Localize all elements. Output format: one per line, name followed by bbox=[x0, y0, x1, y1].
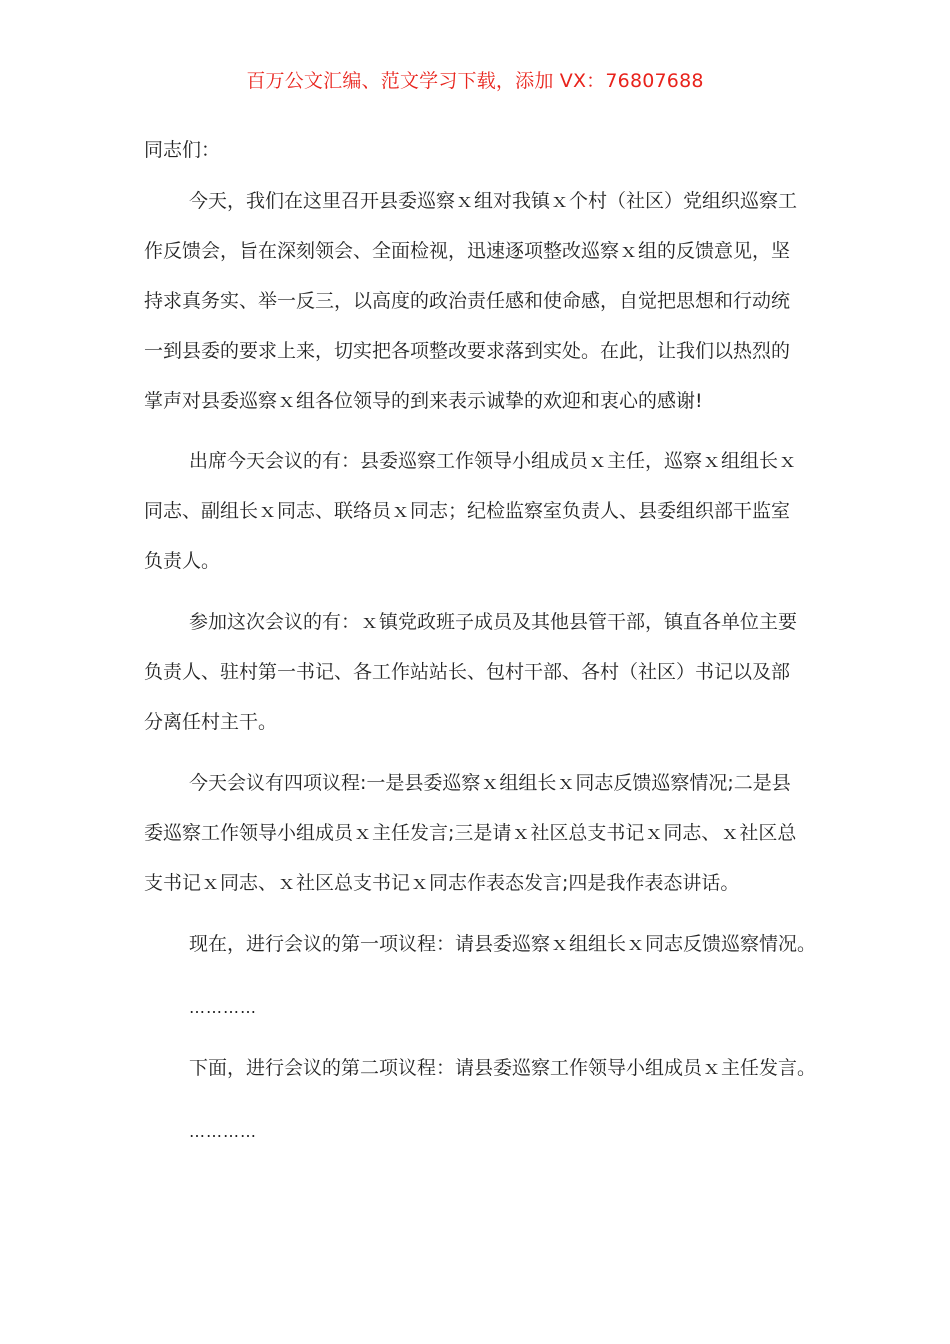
paragraph-line: 持求真务实、举一反三，以高度的政治责任感和使命感，自觉把思想和行动统 bbox=[144, 290, 791, 312]
paragraph-line: 今天，我们在这里召开县委巡察ｘ组对我镇ｘ个村（社区）党组织巡察工 bbox=[189, 190, 798, 212]
header-banner-text: 百万公文汇编、范文学习下载，添加 VX：76807688 bbox=[246, 70, 704, 92]
ellipsis: ………… bbox=[189, 998, 257, 1017]
paragraph-opening bbox=[144, 176, 806, 426]
paragraph-line: 掌声对县委巡察ｘ组各位领导的到来表示诚挚的欢迎和衷心的感谢! bbox=[144, 390, 703, 412]
ellipsis: ………… bbox=[189, 1122, 257, 1141]
paragraph-line: 支书记ｘ同志、ｘ社区总支书记ｘ同志作表态发言;四是我作表态讲话。 bbox=[144, 872, 740, 894]
paragraph-agenda bbox=[144, 758, 806, 908]
paragraph-agenda-item-2 bbox=[144, 1043, 817, 1093]
paragraph-line: 出席今天会议的有：县委巡察工作领导小组成员ｘ主任，巡察ｘ组组长ｘ bbox=[189, 450, 798, 472]
paragraph-line: 下面，进行会议的第二项议程：请县委巡察工作领导小组成员ｘ主任发言。 bbox=[189, 1057, 817, 1079]
paragraph-line: 负责人、驻村第一书记、各工作站站长、包村干部、各村（社区）书记以及部 bbox=[144, 661, 791, 683]
paragraph-line: 一到县委的要求上来，切实把各项整改要求落到实处。在此，让我们以热烈的 bbox=[144, 340, 791, 362]
paragraph-line: 作反馈会，旨在深刻领会、全面检视，迅速逐项整改巡察ｘ组的反馈意见，坚 bbox=[144, 240, 791, 262]
paragraph-line: 现在，进行会议的第一项议程：请县委巡察ｘ组组长ｘ同志反馈巡察情况。 bbox=[189, 933, 817, 955]
salutation: 同志们： bbox=[144, 139, 221, 161]
paragraph-participants bbox=[144, 597, 806, 747]
paragraph-line: 参加这次会议的有：ｘ镇党政班子成员及其他县管干部，镇直各单位主要 bbox=[189, 611, 798, 633]
paragraph-line: 今天会议有四项议程:一是县委巡察ｘ组组长ｘ同志反馈巡察情况;二是县 bbox=[189, 772, 791, 794]
paragraph-line: 负责人。 bbox=[144, 550, 221, 572]
paragraph-line: 委巡察工作领导小组成员ｘ主任发言;三是请ｘ社区总支书记ｘ同志、ｘ社区总 bbox=[144, 822, 797, 844]
paragraph-line: 分离任村主干。 bbox=[144, 711, 278, 733]
paragraph-attendees bbox=[144, 436, 806, 586]
paragraph-agenda-item-1 bbox=[144, 919, 817, 969]
header-banner bbox=[0, 66, 950, 96]
paragraph-line: 同志、副组长ｘ同志、联络员ｘ同志；纪检监察室负责人、县委组织部干监室 bbox=[144, 500, 791, 522]
